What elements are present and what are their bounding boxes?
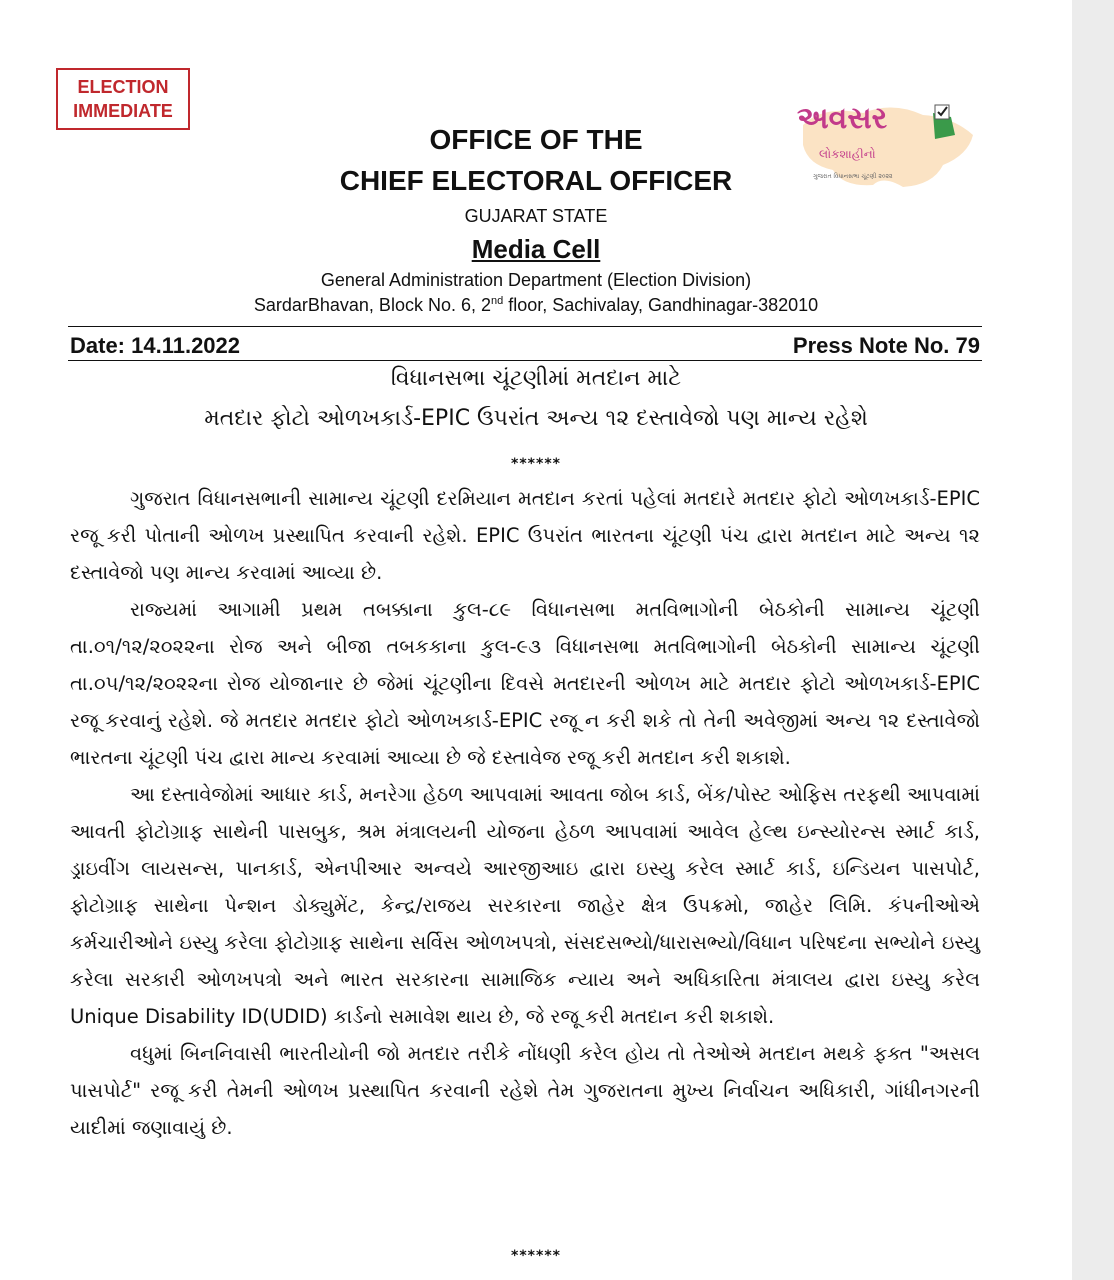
stamp-line-2: IMMEDIATE: [73, 101, 173, 121]
header-rule-top: [68, 326, 982, 327]
logo-tagline: ગુજરાત વિધાનસભા ચૂંટણી ૨૦૨૨: [813, 173, 893, 180]
logo-sub-text: લોકશાહીનો: [819, 147, 876, 161]
headline-line-1: વિધાનસભા ચૂંટણીમાં મતદાન માટે: [390, 366, 682, 391]
office-title-line-2: CHIEF ELECTORAL OFFICER: [339, 165, 733, 196]
media-cell-heading: Media Cell: [471, 234, 601, 264]
press-note-body: [70, 480, 980, 1146]
press-note-number: Press Note No. 79: [792, 333, 980, 358]
avsar-logo: [783, 95, 983, 195]
department-line: General Administration Department (Election Division): [320, 270, 752, 290]
address-pre: SardarBhavan, Block No. 6, 2: [253, 295, 491, 315]
separator-top: ******: [511, 456, 561, 472]
dateline: [70, 333, 980, 359]
stamp-line-1: ELECTION: [77, 77, 169, 97]
address-line: [0, 295, 1072, 316]
address-sup: nd: [491, 295, 504, 307]
header-rule-bottom: [68, 360, 982, 361]
election-immediate-stamp: [56, 68, 190, 130]
address-post: floor, Sachivalay, Gandhinagar-382010: [503, 295, 819, 315]
paragraph-3: આ દસ્તાવેજોમાં આધાર કાર્ડ, મનરેગા હેઠળ આપવામાં આવતા જોબ કાર્ડ, બેંક/પોસ્ટ ઓફિસ તરફથી આપવામાં આવતી ફોટોગ્રાફ સાથેની પાસબુક, શ્રમ મંત્રાલયની યોજના હેઠળ આપવામાં આવેલ હેલ્થ ઇન્સ્યોરન્સ સ્માર્ટ કાર્ડ, ડ્રાઇવીંગ લાયસન્સ, પાનકાર્ડ, એનપીઆર અન્વયે આરજીઆઇ દ્વારા ઇસ્યુ કરેલ સ્માર્ટ કાર્ડ, ઇન્ડિયન પાસપોર્ટ, ફોટોગ્રાફ સાથેના પેન્શન ડોક્યુમેંટ, કેન્દ્ર/રાજય સરકારના જાહેર ક્ષેત્ર ઉપક્રમો, જાહેર લિમિ. કંપનીઓએ કર્મચારીઓને ઇસ્યુ કરેલા ફોટોગ્રાફ સાથેના સર્વિસ ઓળખપત્રો, સંસદસભ્યો/ધારાસભ્યો/વિધાન પરિષદના સભ્યોને ઇસ્યુ કરેલા સરકારી ઓળખપત્રો અને ભારત સરકારના સામાજિક ન્યાય અને અધિકારિતા મંત્રાલય દ્વારા ઇસ્યુ કરેલ Unique Disability ID(UDID) કાર્ડનો સમાવેશ થાય છે, જે રજૂ કરી મતદાન કરી શકાશે.: [70, 783, 980, 1028]
paragraph-4: વધુમાં બિનનિવાસી ભારતીયોની જો મતદાર તરીકે નોંધણી કરેલ હોય તો તેઓએ મતદાન મથકે ફક્ત "અસલ પાસપોર્ટ" રજૂ કરી તેમની ઓળખ પ્રસ્થાપિત કરવાની રહેશે તેમ ગુજરાતના મુખ્ય નિર્વાચન અધિકારી, ગાંધીનગરની યાદીમાં જણાવાયું છે.: [70, 1042, 980, 1139]
paragraph-1: ગુજરાત વિધાનસભાની સામાન્ય ચૂંટણી દરમિયાન મતદાન કરતાં પહેલાં મતદારે મતદાર ફોટો ઓળખકાર્ડ-EPIC રજૂ કરી પોતાની ઓળખ પ્રસ્થાપિત કરવાની રહેશે. EPIC ઉપરાંત ભારતના ચૂંટણી પંચ દ્વારા મતદાન માટે અન્ય ૧૨ દસ્તાવેજો પણ માન્ય કરવામાં આવ્યા છે.: [70, 487, 980, 584]
screen-margin: [1072, 0, 1114, 1280]
press-date: Date: 14.11.2022: [70, 333, 241, 358]
logo-main-text: અવસર: [797, 101, 888, 136]
paragraph-2: રાજ્યમાં આગામી પ્રથમ તબક્કાના કુલ-૮૯ વિધાનસભા મતવિભાગોની બેઠકોની સામાન્ય ચૂંટણી તા.૦૧/૧૨/૨૦૨૨ના રોજ અને બીજા તબકકાના કુલ-૯૩ વિધાનસભા મતવિભાગોની બેઠકોની સામાન્ય ચૂંટણી તા.૦૫/૧૨/૨૦૨૨ના રોજ યોજાનાર છે જેમાં ચૂંટણીના દિવસે મતદારની ઓળખ માટે મતદાર ફોટો ઓળખકાર્ડ-EPIC રજૂ કરવાનું રહેશે. જે મતદાર મતદાર ફોટો ઓળખકાર્ડ-EPIC રજૂ ન કરી શકે તો તેની અવેજીમાં અન્ય ૧૨ દસ્તાવેજો ભારતના ચૂંટણી પંચ દ્વારા માન્ય કરવામાં આવ્યા છે જે દસ્તાવેજ રજૂ કરી મતદાન કરી શકાશે.: [70, 598, 980, 769]
state-name: GUJARAT STATE: [464, 206, 608, 226]
headline-line-2: મતદાર ફોટો ઓળખકાર્ડ-EPIC ઉપરાંત અન્ય ૧૨ દસ્તાવેજો પણ માન્ય રહેશે: [204, 406, 868, 431]
office-title-line-1: OFFICE OF THE: [429, 124, 643, 155]
separator-bottom: ******: [511, 1248, 561, 1264]
